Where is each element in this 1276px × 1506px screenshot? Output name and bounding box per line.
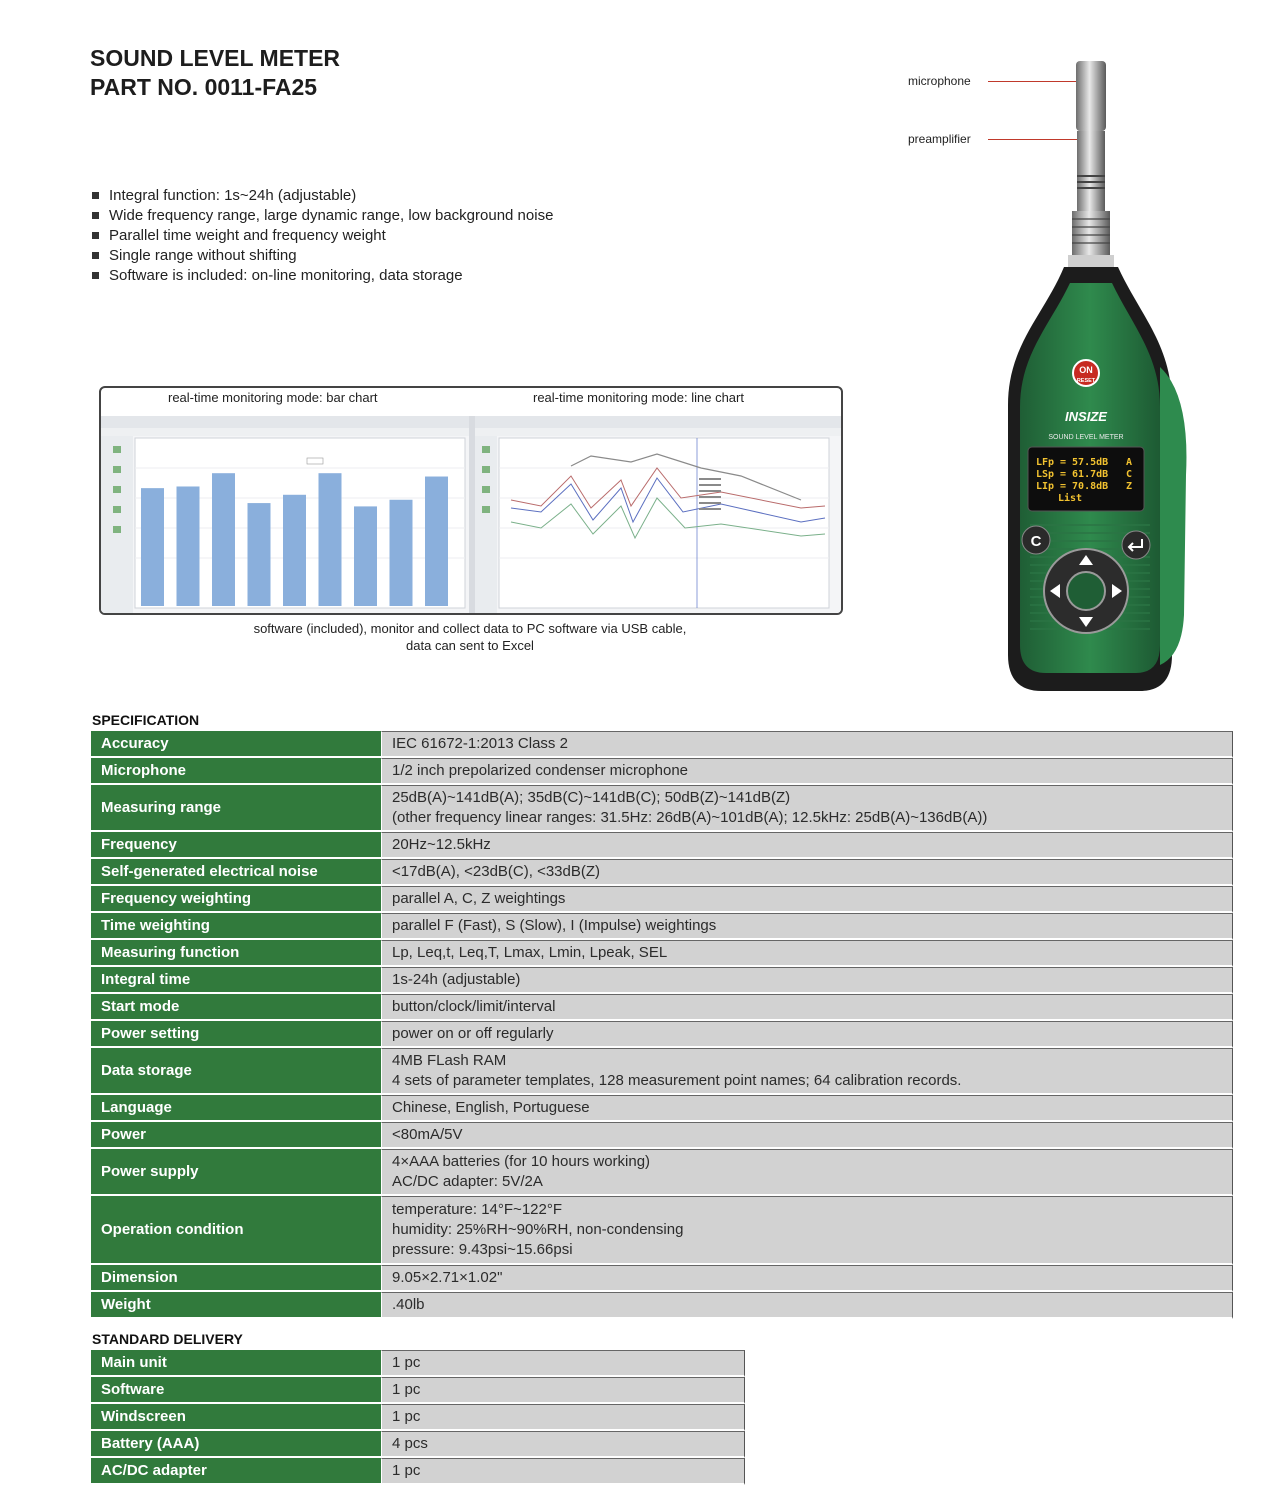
software-description-line: software (included), monitor and collect data to PC software via USB cable, <box>253 621 687 636</box>
bar <box>354 506 377 606</box>
table-row <box>91 1265 1233 1292</box>
row-label: Measuring range <box>91 785 381 832</box>
table-row <box>91 1048 1233 1095</box>
row-value-line: 1 pc <box>392 1381 421 1398</box>
table-row <box>91 1021 1233 1048</box>
row-label: Frequency weighting <box>91 886 381 913</box>
line-chart-caption: real-time monitoring mode: line chart <box>533 390 744 405</box>
table-row <box>91 1149 1233 1196</box>
bar-chart-caption: real-time monitoring mode: bar chart <box>168 390 378 405</box>
row-label: Power <box>91 1122 381 1149</box>
screen-reading-name: LIp <box>1036 481 1055 492</box>
standard-delivery-title: STANDARD DELIVERY <box>92 1331 243 1347</box>
row-label: AC/DC adapter <box>91 1458 381 1485</box>
row-value <box>381 1122 1233 1149</box>
row-value-line: humidity: 25%RH~90%RH, non-condensing <box>392 1221 684 1238</box>
row-value-line: 1/2 inch prepolarized condenser microphone <box>392 762 689 779</box>
row-value-line: pressure: 9.43psi~15.66psi <box>392 1241 573 1258</box>
table-row <box>91 1196 1233 1265</box>
bar <box>319 473 342 606</box>
bar <box>212 473 235 606</box>
table-row <box>91 731 1233 758</box>
feature-item: Single range without shifting <box>92 246 553 266</box>
row-value-line: 1 pc <box>392 1408 421 1425</box>
row-value <box>381 1350 745 1377</box>
row-label: Measuring function <box>91 940 381 967</box>
software-screenshots <box>101 388 841 613</box>
row-value-line: 4 sets of parameter templates, 128 measurement point names; 64 calibration records. <box>392 1072 962 1089</box>
row-value <box>381 886 1233 913</box>
feature-item: Parallel time weight and frequency weight <box>92 226 553 246</box>
bar <box>177 486 200 606</box>
row-value <box>381 1404 745 1431</box>
row-value <box>381 913 1233 940</box>
row-label: Operation condition <box>91 1196 381 1265</box>
row-value-line: 4 pcs <box>392 1435 428 1452</box>
feature-item: Wide frequency range, large dynamic range, low background noise <box>92 206 553 226</box>
row-label: Microphone <box>91 758 381 785</box>
row-value-line: button/clock/limit/interval <box>392 998 556 1015</box>
row-label: Power supply <box>91 1149 381 1196</box>
table-row <box>91 913 1233 940</box>
bar <box>141 488 164 606</box>
row-value-line: IEC 61672-1:2013 Class 2 <box>392 735 568 752</box>
bar <box>425 477 448 606</box>
c-key-label: C <box>1030 533 1042 550</box>
enter-key <box>1122 531 1150 559</box>
screen-reading-weight: Z <box>1126 481 1133 492</box>
row-value-line: AC/DC adapter: 5V/2A <box>392 1173 543 1190</box>
row-value-line: <80mA/5V <box>392 1126 463 1143</box>
row-value <box>381 1196 1233 1265</box>
table-row <box>91 1458 745 1485</box>
row-label: Time weighting <box>91 913 381 940</box>
row-label: Battery (AAA) <box>91 1431 381 1458</box>
table-row <box>91 1122 1233 1149</box>
row-value <box>381 967 1233 994</box>
row-value <box>381 758 1233 785</box>
row-value-line: .40lb <box>392 1296 425 1313</box>
row-value <box>381 731 1233 758</box>
feature-item: Software is included: on-line monitoring, data storage <box>92 266 553 286</box>
screen-reading-value: = 70.8dB <box>1060 481 1109 492</box>
row-value <box>381 1265 1233 1292</box>
table-row <box>91 940 1233 967</box>
table-row <box>91 1377 745 1404</box>
row-value <box>381 940 1233 967</box>
row-label: Self-generated electrical noise <box>91 859 381 886</box>
row-value-line: <17dB(A), <23dB(C), <33dB(Z) <box>392 863 601 880</box>
table-row <box>91 859 1233 886</box>
brand-logo: INSIZE <box>1065 409 1107 424</box>
screen-reading-name: LSp <box>1036 469 1055 480</box>
callout-microphone: microphone <box>908 74 971 88</box>
row-value-line: 25dB(A)~141dB(A); 35dB(C)~141dB(C); 50dB(Z)~141dB(Z) <box>392 789 791 806</box>
software-description-line: data can sent to Excel <box>406 638 534 653</box>
row-value <box>381 1095 1233 1122</box>
row-value-line: 1s-24h (adjustable) <box>392 971 521 988</box>
reset-label: RESET <box>1076 378 1096 384</box>
screen-reading-value: = 61.7dB <box>1060 469 1109 480</box>
table-row <box>91 994 1233 1021</box>
row-value-line: 9.05×2.71×1.02" <box>392 1269 503 1286</box>
table-row <box>91 1292 1233 1319</box>
bar <box>248 503 271 606</box>
row-label: Main unit <box>91 1350 381 1377</box>
feature-list <box>92 186 553 286</box>
screen-reading-value: = 57.5dB <box>1060 457 1109 468</box>
screen-reading-name: LFp <box>1036 457 1055 468</box>
table-row <box>91 832 1233 859</box>
row-value <box>381 994 1233 1021</box>
page-title <box>90 44 340 102</box>
row-value-line: (other frequency linear ranges: 31.5Hz: 26dB(A)~101dB(A); 12.5kHz: 25dB(A)~136dB(A)) <box>392 809 988 826</box>
callout-preamplifier: preamplifier <box>908 132 971 146</box>
row-label: Language <box>91 1095 381 1122</box>
row-label: Accuracy <box>91 731 381 758</box>
bar <box>390 500 413 606</box>
row-value-line: Lp, Leq,t, Leq,T, Lmax, Lmin, Lpeak, SEL <box>392 944 668 961</box>
table-row <box>91 785 1233 832</box>
on-label: ON <box>1079 365 1093 375</box>
row-label: Data storage <box>91 1048 381 1095</box>
row-value <box>381 1431 745 1458</box>
row-value <box>381 1048 1233 1095</box>
row-value <box>381 859 1233 886</box>
part-number: PART NO. 0011-FA25 <box>90 74 318 100</box>
row-value-line: 1 pc <box>392 1462 421 1479</box>
bar <box>283 495 306 606</box>
product-name: SOUND LEVEL METER <box>90 45 341 71</box>
row-value-line: 1 pc <box>392 1354 421 1371</box>
row-value-line: temperature: 14°F~122°F <box>392 1201 563 1218</box>
row-value <box>381 1458 745 1485</box>
row-label: Software <box>91 1377 381 1404</box>
device-model-label: SOUND LEVEL METER <box>1048 434 1124 441</box>
table-row <box>91 758 1233 785</box>
microphone-icon <box>1076 61 1106 131</box>
row-value-line: power on or off regularly <box>392 1025 554 1042</box>
row-value-line: Chinese, English, Portuguese <box>392 1099 590 1116</box>
row-value-line: 4×AAA batteries (for 10 hours working) <box>392 1153 651 1170</box>
screen-footer: List <box>1058 493 1083 504</box>
row-value <box>381 1021 1233 1048</box>
table-row <box>91 1404 745 1431</box>
screen-reading-weight: A <box>1126 457 1133 468</box>
row-value-line: parallel A, C, Z weightings <box>392 890 566 907</box>
row-value-line: 4MB FLash RAM <box>392 1052 507 1069</box>
row-label: Dimension <box>91 1265 381 1292</box>
preamplifier-icon <box>1077 131 1105 211</box>
row-value <box>381 1292 1233 1319</box>
row-label: Weight <box>91 1292 381 1319</box>
row-label: Windscreen <box>91 1404 381 1431</box>
sound-level-meter-illustration <box>990 55 1210 695</box>
standard-delivery-table <box>91 1350 745 1485</box>
software-screenshot-panel <box>99 386 843 615</box>
table-row <box>91 1350 745 1377</box>
feature-item: Integral function: 1s~24h (adjustable) <box>92 186 553 206</box>
software-description <box>200 620 740 654</box>
row-value <box>381 1149 1233 1196</box>
row-value <box>381 832 1233 859</box>
row-label: Integral time <box>91 967 381 994</box>
table-row <box>91 967 1233 994</box>
row-value <box>381 1377 745 1404</box>
table-row <box>91 1095 1233 1122</box>
row-label: Frequency <box>91 832 381 859</box>
row-value-line: 20Hz~12.5kHz <box>392 836 491 853</box>
row-label: Power setting <box>91 1021 381 1048</box>
row-value <box>381 785 1233 832</box>
screen-reading-weight: C <box>1126 469 1133 480</box>
specification-table <box>91 731 1233 1319</box>
table-row <box>91 886 1233 913</box>
row-value-line: parallel F (Fast), S (Slow), I (Impulse) weightings <box>392 917 717 934</box>
table-row <box>91 1431 745 1458</box>
specification-title: SPECIFICATION <box>92 712 200 728</box>
row-label: Start mode <box>91 994 381 1021</box>
